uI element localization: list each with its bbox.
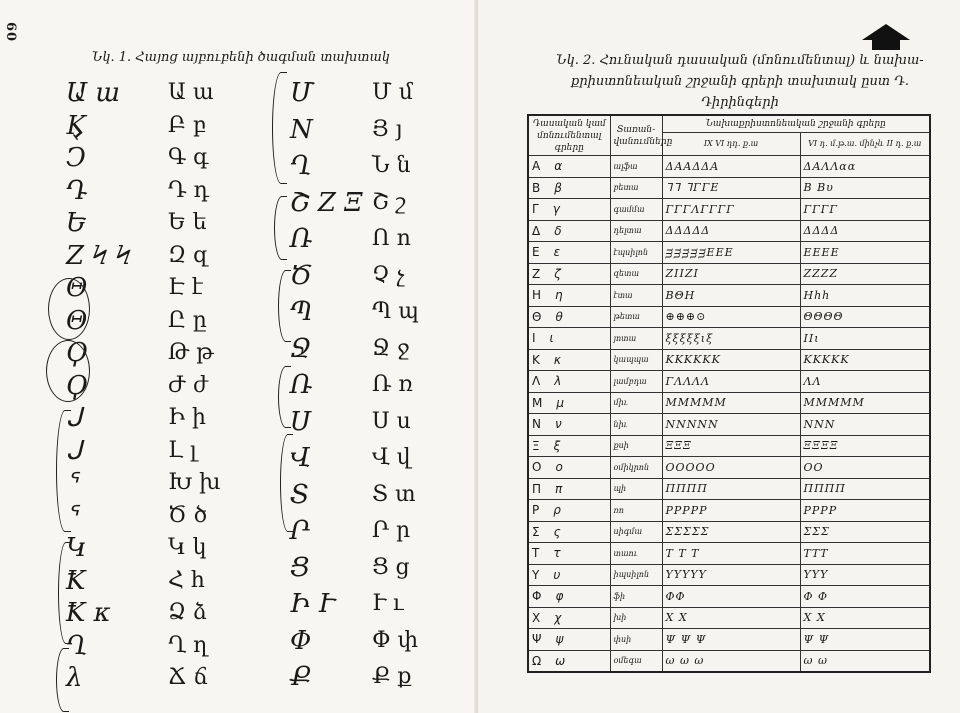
letter-name-cell: միւ	[610, 392, 662, 414]
letter-name-cell: թետա	[610, 306, 662, 328]
lowercase-letter: δ	[554, 223, 562, 238]
greek-letters-table	[527, 114, 931, 673]
late-forms-cell: Β Βυ	[800, 177, 930, 199]
glyph-row: Մ	[290, 78, 314, 108]
bracket-mark	[280, 434, 293, 532]
uppercase-letter: Θ	[532, 309, 542, 324]
classical-letter-cell	[528, 349, 610, 371]
uppercase-letter: Ο	[532, 460, 542, 475]
lowercase-letter: ι	[549, 331, 554, 346]
glyph-row: ᕐ	[66, 500, 77, 531]
lowercase-letter: ζ	[554, 266, 561, 281]
table-row	[528, 564, 930, 586]
glyph-row: Ո ո	[372, 226, 411, 251]
header-names: Տառան-վանումները	[610, 115, 662, 156]
table-row	[528, 478, 930, 500]
classical-letter-cell	[528, 263, 610, 285]
late-forms-cell: Ηhh	[800, 285, 930, 307]
glyph-row: Ա ա	[66, 78, 120, 108]
uppercase-letter: Δ	[532, 223, 541, 238]
early-forms-cell: ΔΔΔΔΔ	[662, 220, 800, 242]
classical-letter-cell	[528, 564, 610, 586]
late-forms-cell: ΔΑΛΛαα	[800, 156, 930, 178]
glyph-row: Գ գ	[168, 145, 209, 170]
header-classical: Դասական կամ մոնումենտալ գրերը	[528, 115, 610, 156]
glyph-row: Տ տ	[372, 481, 416, 507]
glyph-row: Ե	[66, 208, 87, 238]
letter-name-cell: պի	[610, 478, 662, 500]
lowercase-letter: μ	[556, 395, 564, 410]
uppercase-letter: Ξ	[532, 438, 540, 453]
glyph-row: Ζ Ϟ Ϟ	[66, 240, 132, 271]
glyph-row: Ք ք	[372, 664, 412, 689]
late-forms-cell: ΤΤΤ	[800, 543, 930, 565]
early-forms-cell: ξξξξξιξ	[662, 328, 800, 350]
glyph-row: Ꝁ ᴋ	[66, 598, 110, 628]
uppercase-letter: Μ	[532, 395, 543, 410]
glyph-row: Շ շ	[372, 189, 406, 215]
early-forms-cell: ΜΜΜΜΜ	[662, 392, 800, 414]
letter-name-cell: տաու	[610, 543, 662, 565]
letter-name-cell: փսի	[610, 629, 662, 651]
lowercase-letter: π	[555, 481, 563, 496]
early-forms-cell: ΥΥΥΥΥ	[662, 564, 800, 586]
glyph-row: Ք	[290, 662, 312, 692]
subheader-early: IX VI դդ. ք.ա	[662, 133, 800, 156]
letter-name-cell: լամբդա	[610, 371, 662, 393]
table-row	[528, 435, 930, 457]
classical-letter-cell	[528, 285, 610, 307]
early-forms-cell: ΡΡΡΡΡ	[662, 500, 800, 522]
lowercase-letter: η	[555, 288, 563, 303]
glyph-row: Ն ն	[372, 153, 411, 178]
classical-letter-cell	[528, 607, 610, 629]
glyph-row: Ւ ւ	[372, 591, 404, 616]
glyph-row: Դ դ	[168, 177, 209, 203]
table-row	[528, 650, 930, 672]
lowercase-letter: ρ	[553, 503, 561, 518]
uppercase-letter: Β	[532, 180, 541, 195]
letter-name-cell: էպսիլոն	[610, 242, 662, 264]
glyph-row: Ր ր	[372, 518, 411, 543]
glyph-row: Շ Ζ Ξ	[290, 187, 363, 218]
table-row	[528, 586, 930, 608]
uppercase-letter: Υ	[532, 567, 540, 582]
uppercase-letter: Γ	[532, 202, 539, 217]
early-forms-cell: ΞΞΞ	[662, 435, 800, 457]
table-row	[528, 629, 930, 651]
early-forms-cell: ΔΑΑΔΔΑ	[662, 156, 800, 178]
lowercase-letter: β	[554, 180, 562, 195]
glyph-row: Θ	[66, 305, 88, 336]
letter-name-cell: դելտա	[610, 220, 662, 242]
letter-name-cell: քսի	[610, 435, 662, 457]
classical-letter-cell	[528, 199, 610, 221]
uppercase-letter: Χ	[532, 610, 541, 625]
letter-name-cell: ռո	[610, 500, 662, 522]
classical-letter-cell	[528, 543, 610, 565]
classical-letter-cell	[528, 414, 610, 436]
table-row	[528, 607, 930, 629]
header-prechristian: Նախաքրիստոնեական շրջանի գրերը	[662, 115, 930, 133]
glyph-row: Է է	[168, 275, 203, 300]
uppercase-letter: Κ	[532, 352, 540, 367]
bracket-mark	[58, 542, 71, 644]
table-row	[528, 500, 930, 522]
glyph-row: Ղ	[290, 151, 312, 181]
glyph-row: Ղ	[66, 630, 88, 661]
table-row	[528, 521, 930, 543]
late-forms-cell: ΜΜΜΜΜ	[800, 392, 930, 414]
lowercase-letter: χ	[554, 610, 562, 625]
bracket-mark	[274, 196, 287, 260]
lowercase-letter: ς	[553, 524, 561, 539]
lowercase-letter: ν	[554, 417, 562, 432]
late-forms-cell: Φ Φ	[800, 586, 930, 608]
bracket-mark	[278, 270, 291, 342]
uppercase-letter: Ι	[532, 331, 536, 346]
glyph-row: Պ	[290, 297, 313, 327]
glyph-row: Դ	[66, 175, 88, 206]
lowercase-letter: υ	[553, 567, 561, 582]
uppercase-letter: Ζ	[532, 266, 541, 281]
lowercase-letter: α	[554, 159, 563, 174]
early-forms-cell: ΓΛΛΛΛ	[662, 371, 800, 393]
glyph-row: Լ լ	[168, 437, 197, 463]
early-forms-cell: ΟΟΟΟΟ	[662, 457, 800, 479]
glyph-row: Ս ս	[372, 408, 411, 434]
circle-mark	[46, 340, 90, 402]
early-forms-cell: ΓΓΓΛΓΓΓΓ	[662, 199, 800, 221]
classical-letter-cell	[528, 650, 610, 672]
letter-name-cell: ալֆա	[610, 156, 662, 178]
letter-name-cell: օմեգա	[610, 650, 662, 672]
late-forms-cell: ΕΕΕΕ	[800, 242, 930, 264]
early-forms-cell: ᴟᴟᴟᴟᴟΕΕΕ	[662, 242, 800, 264]
classical-letter-cell	[528, 478, 610, 500]
glyph-row: ᕐ	[66, 468, 77, 498]
glyph-row: Ց ց	[372, 554, 410, 580]
table-row	[528, 220, 930, 242]
glyph-row: Ꝁ	[66, 565, 86, 596]
lowercase-letter: ο	[555, 460, 563, 475]
glyph-row: Ց	[290, 552, 310, 583]
lowercase-letter: ψ	[555, 632, 564, 647]
lowercase-letter: ω	[555, 653, 566, 668]
late-forms-cell: ΖΖΖΖ	[800, 263, 930, 285]
lowercase-letter: ξ	[553, 438, 561, 453]
uppercase-letter: Α	[532, 159, 541, 174]
classical-letter-cell	[528, 220, 610, 242]
late-forms-cell: ΛΛ	[800, 371, 930, 393]
early-forms-cell: ΚΚΚΚΚΚ	[662, 349, 800, 371]
classical-letter-cell	[528, 457, 610, 479]
letter-name-cell: խի	[610, 607, 662, 629]
letter-name-cell: սիգմա	[610, 521, 662, 543]
table-row	[528, 285, 930, 307]
uppercase-letter: Σ	[532, 524, 540, 539]
bracket-mark	[56, 648, 69, 712]
table-row	[528, 349, 930, 371]
classical-letter-cell	[528, 306, 610, 328]
table-row	[528, 414, 930, 436]
table-row	[528, 457, 930, 479]
glyph-row: Թ թ	[168, 340, 214, 365]
lowercase-letter: θ	[555, 309, 563, 324]
glyph-row: Չ չ	[372, 262, 405, 288]
classical-letter-cell	[528, 500, 610, 522]
early-forms-cell: ΒΘΗ	[662, 285, 800, 307]
glyph-row: Մ մ	[372, 80, 413, 105]
classical-letter-cell	[528, 392, 610, 414]
early-forms-cell: Ψ Ψ Ψ	[662, 629, 800, 651]
classical-letter-cell	[528, 629, 610, 651]
letter-name-cell: կապպա	[610, 349, 662, 371]
lowercase-letter: λ	[554, 374, 562, 389]
letter-name-cell: իպսիլոն	[610, 564, 662, 586]
glyph-row: Ϙ	[66, 338, 88, 368]
figure1-caption: Նկ. 1. Հայոց այբուբենի ծագման տախտակ	[92, 50, 390, 65]
glyph-row: Ճ ճ	[168, 665, 208, 690]
uppercase-letter: Ν	[532, 417, 541, 432]
uppercase-letter: Ρ	[532, 503, 540, 518]
uppercase-letter: Π	[532, 481, 542, 496]
glyph-row: Յ յ	[372, 116, 403, 142]
glyph-row: Բ բ	[168, 112, 207, 138]
bracket-mark	[56, 410, 71, 532]
early-forms-cell: ΖΙΙΖΙ	[662, 263, 800, 285]
early-forms-cell: Χ Χ	[662, 607, 800, 629]
table-header-row	[528, 115, 930, 133]
glyph-row: Ծ ծ	[168, 502, 208, 528]
up-arrow-icon	[862, 24, 910, 50]
table-row	[528, 543, 930, 565]
glyph-row: Ϗ	[66, 110, 86, 141]
glyph-row: Ռ	[290, 224, 313, 254]
glyph-row: Ջ ջ	[372, 335, 410, 361]
bracket-mark	[278, 366, 291, 428]
glyph-row: Ռ	[290, 370, 313, 400]
late-forms-cell: ΝΝΝ	[800, 414, 930, 436]
uppercase-letter: Φ	[532, 589, 542, 604]
table-row	[528, 199, 930, 221]
late-forms-cell: ΣΣΣ	[800, 521, 930, 543]
glyph-row: ᒍ	[66, 403, 83, 433]
glyph-row: Կ	[66, 533, 87, 563]
glyph-row: Ա ա	[168, 80, 214, 105]
glyph-row: Հ հ	[168, 567, 205, 593]
late-forms-cell: ΥΥΥ	[800, 564, 930, 586]
table-row	[528, 328, 930, 350]
early-forms-cell: ΠΠΠΠ	[662, 478, 800, 500]
page-number: 60	[3, 22, 18, 43]
letter-name-cell: էտա	[610, 285, 662, 307]
table-row	[528, 263, 930, 285]
early-forms-cell: ⊕⊕⊕⊙	[662, 306, 800, 328]
late-forms-cell: ΙΙι	[800, 328, 930, 350]
letter-name-cell: նիւ	[610, 414, 662, 436]
classical-letter-cell	[528, 586, 610, 608]
lowercase-letter: κ	[553, 352, 561, 367]
glyph-row: Θ	[66, 273, 88, 303]
uppercase-letter: Λ	[532, 374, 541, 389]
glyph-row: Φ	[290, 625, 312, 656]
glyph-row: Կ կ	[168, 535, 207, 560]
late-forms-cell: ΟΟ	[800, 457, 930, 479]
glyph-row: Ղ ղ	[168, 632, 208, 658]
glyph-row: Զ զ	[168, 242, 209, 268]
glyph-row: Ժ ժ	[168, 372, 208, 398]
lowercase-letter: τ	[553, 546, 561, 561]
early-forms-cell: ΣΣΣΣΣ	[662, 521, 800, 543]
letter-name-cell: յոտա	[610, 328, 662, 350]
uppercase-letter: Ε	[532, 245, 540, 260]
glyph-row: Ի ի	[168, 405, 206, 430]
classical-letter-cell	[528, 177, 610, 199]
glyph-row: Փ փ	[372, 627, 419, 653]
letter-name-cell: ֆի	[610, 586, 662, 608]
glyph-row: λ	[66, 663, 83, 693]
glyph-row: Ե ե	[168, 210, 207, 235]
circle-mark	[48, 278, 90, 340]
early-forms-cell: ΝΝΝΝΝ	[662, 414, 800, 436]
classical-letter-cell	[528, 521, 610, 543]
early-forms-cell: ω ω ω	[662, 650, 800, 672]
early-forms-cell: Τ Τ Τ	[662, 543, 800, 565]
late-forms-cell: ΡΡΡΡ	[800, 500, 930, 522]
glyph-row: Ի Ւ	[290, 589, 335, 619]
glyph-row: Ν	[290, 114, 313, 145]
lowercase-letter: φ	[555, 589, 564, 604]
table-row	[528, 242, 930, 264]
table-row	[528, 306, 930, 328]
late-forms-cell: ΘΘΘΘ	[800, 306, 930, 328]
letter-name-cell: օմիկրոն	[610, 457, 662, 479]
lowercase-letter: γ	[552, 202, 560, 217]
late-forms-cell: ΠΠΠΠ	[800, 478, 930, 500]
glyph-row: Ռ ռ	[372, 372, 413, 397]
table-row	[528, 156, 930, 178]
glyph-row: Ր	[290, 516, 311, 546]
uppercase-letter: Ω	[532, 653, 542, 668]
uppercase-letter: Η	[532, 288, 542, 303]
classical-letter-cell	[528, 242, 610, 264]
bracket-mark	[272, 72, 287, 184]
letter-name-cell: բետա	[610, 177, 662, 199]
late-forms-cell: ΓΓΓΓ	[800, 199, 930, 221]
lowercase-letter: ε	[553, 245, 561, 260]
letter-name-cell: գամմա	[610, 199, 662, 221]
letter-name-cell: զետա	[610, 263, 662, 285]
late-forms-cell: Ψ Ψ	[800, 629, 930, 651]
late-forms-cell: ΚΚΚΚΚ	[800, 349, 930, 371]
glyph-row: Ϙ	[66, 370, 88, 401]
figure2-caption: Նկ. 2. Հունական դասական (մոնումենտալ) և նախա-քրիստոնեական շրջանի գրերի տախտակ ըստ Դ. Դիրինգերի	[556, 53, 924, 110]
classical-letter-cell	[528, 328, 610, 350]
late-forms-cell: ΔΔΔΔ	[800, 220, 930, 242]
glyph-row: Վ	[290, 443, 311, 473]
early-forms-cell: ᒣᒣ ᒣΓΓΕ	[662, 177, 800, 199]
table-row	[528, 371, 930, 393]
glyph-row: Ծ	[290, 260, 312, 291]
glyph-row: Ը ը	[168, 307, 207, 333]
classical-letter-cell	[528, 371, 610, 393]
late-forms-cell: ΞΞΞΞ	[800, 435, 930, 457]
classical-letter-cell	[528, 156, 610, 178]
glyph-row: Ͻ	[66, 143, 86, 173]
uppercase-letter: Τ	[532, 546, 540, 561]
glyph-row: Խ խ	[168, 470, 221, 495]
uppercase-letter: Ψ	[532, 632, 542, 647]
glyph-row: Պ պ	[372, 299, 419, 324]
glyph-row: Ձ ձ	[168, 600, 207, 625]
glyph-row: Տ	[290, 479, 310, 510]
late-forms-cell: ω ω	[800, 650, 930, 672]
classical-letter-cell	[528, 435, 610, 457]
glyph-row: Ջ	[290, 333, 312, 364]
glyph-row: Ս	[290, 406, 311, 437]
table-row	[528, 177, 930, 199]
table-row	[528, 392, 930, 414]
glyph-row: Վ վ	[372, 445, 411, 470]
late-forms-cell: Χ Χ	[800, 607, 930, 629]
glyph-row: ᒍ	[66, 435, 83, 466]
early-forms-cell: ΦΦ	[662, 586, 800, 608]
subheader-late: VI դ. մ.թ.ա. մինչև II դ. ք.ա	[800, 133, 930, 156]
